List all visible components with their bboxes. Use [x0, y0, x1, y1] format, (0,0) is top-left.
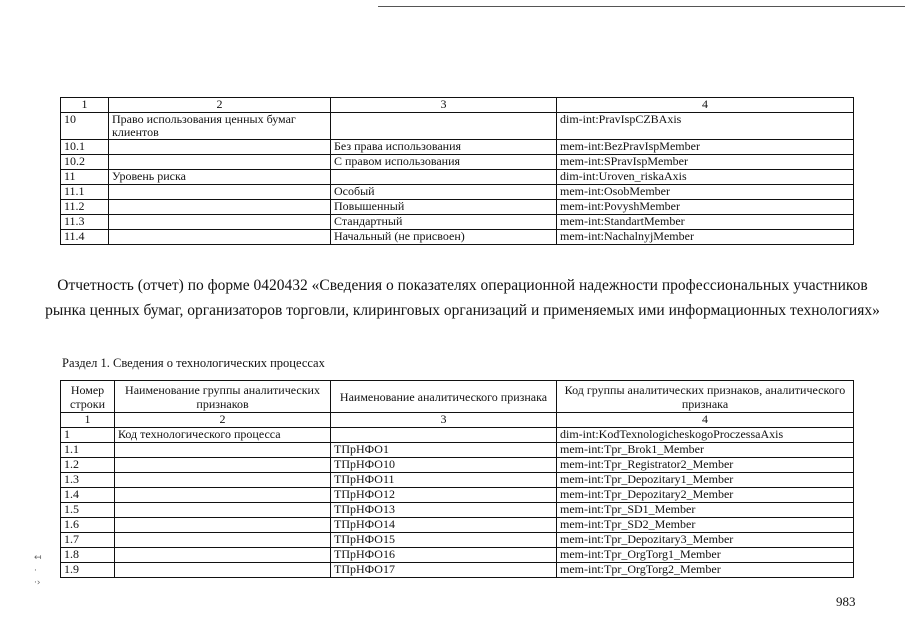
feature-name-title: Наименование аналитического признака [331, 381, 557, 413]
row-number-cell: 10 [61, 113, 109, 140]
row-number-number: 1 [61, 413, 115, 428]
group-name-number: 2 [115, 413, 331, 428]
table-row [61, 215, 854, 230]
table-row [61, 518, 854, 533]
row-number-cell: 11.1 [61, 185, 109, 200]
feature-name-cell: ТПрНФО13 [331, 503, 557, 518]
row-number-cell: 1.9 [61, 563, 115, 578]
feature-name-cell: ТПрНФО17 [331, 563, 557, 578]
margin-mark: ·› [34, 578, 41, 588]
feature-name-cell: ТПрНФО11 [331, 473, 557, 488]
row-number-title: Номер строки [61, 381, 115, 413]
feature-name-cell: Без права использования [331, 140, 557, 155]
feature-name-cell: С правом использования [331, 155, 557, 170]
feature-name-cell: ТПрНФО1 [331, 443, 557, 458]
group-name-cell [115, 443, 331, 458]
row-number-header: 1 [61, 98, 109, 113]
table-row [61, 200, 854, 215]
code-cell: mem-int:StandartMember [557, 215, 854, 230]
margin-mark: ↤ [34, 553, 42, 563]
feature-name-number: 3 [331, 413, 557, 428]
feature-name-cell: Стандартный [331, 215, 557, 230]
row-number-cell: 1.6 [61, 518, 115, 533]
feature-name-cell [331, 428, 557, 443]
code-cell: mem-int:Tpr_OrgTorg1_Member [557, 548, 854, 563]
row-number-cell: 10.2 [61, 155, 109, 170]
table-row [61, 503, 854, 518]
code-cell: mem-int:Tpr_OrgTorg2_Member [557, 563, 854, 578]
code-cell: mem-int:Tpr_Depozitary1_Member [557, 473, 854, 488]
feature-name-cell: ТПрНФО12 [331, 488, 557, 503]
table-row [61, 185, 854, 200]
group-name-cell [109, 155, 331, 170]
group-name-cell [115, 563, 331, 578]
code-cell: mem-int:Tpr_Depozitary2_Member [557, 488, 854, 503]
code-cell: mem-int:PovyshMember [557, 200, 854, 215]
row-number-cell: 11.3 [61, 215, 109, 230]
feature-name-cell [331, 113, 557, 140]
group-name-cell [109, 230, 331, 245]
table-row [61, 443, 854, 458]
margin-mark: · [34, 566, 37, 576]
table-row [61, 155, 854, 170]
code-cell: mem-int:Tpr_SD1_Member [557, 503, 854, 518]
table-row [61, 488, 854, 503]
group-name-title: Наименование группы аналитических признаков [115, 381, 331, 413]
code-cell: mem-int:Tpr_Registrator2_Member [557, 458, 854, 473]
group-name-cell [115, 533, 331, 548]
code-header: 4 [557, 98, 854, 113]
group-name-cell [109, 185, 331, 200]
group-name-cell [115, 548, 331, 563]
row-number-cell: 1.5 [61, 503, 115, 518]
table-row [61, 548, 854, 563]
table-row [61, 563, 854, 578]
group-name-cell [115, 503, 331, 518]
code-cell: mem-int:Tpr_Depozitary3_Member [557, 533, 854, 548]
table-header-row [61, 98, 854, 113]
code-cell: mem-int:SPravIspMember [557, 155, 854, 170]
feature-name-header: 3 [331, 98, 557, 113]
feature-name-cell: Повышенный [331, 200, 557, 215]
group-name-cell [109, 140, 331, 155]
row-number-cell: 11 [61, 170, 109, 185]
top-table [60, 97, 854, 245]
feature-name-cell: ТПрНФО10 [331, 458, 557, 473]
code-cell: mem-int:OsobMember [557, 185, 854, 200]
group-name-cell [115, 518, 331, 533]
group-name-cell [115, 488, 331, 503]
table-row [61, 170, 854, 185]
bottom-table [60, 380, 854, 578]
group-name-cell: Уровень риска [109, 170, 331, 185]
feature-name-cell: Особый [331, 185, 557, 200]
group-name-cell [109, 200, 331, 215]
code-cell: dim-int:PravIspCZBAxis [557, 113, 854, 140]
feature-name-cell: ТПрНФО14 [331, 518, 557, 533]
feature-name-cell: ТПрНФО16 [331, 548, 557, 563]
code-cell: mem-int:Tpr_Brok1_Member [557, 443, 854, 458]
row-number-cell: 1.2 [61, 458, 115, 473]
table-row [61, 533, 854, 548]
group-name-cell [115, 473, 331, 488]
section-label: Раздел 1. Сведения о технологических процессах [62, 356, 325, 370]
feature-name-cell [331, 170, 557, 185]
table-row [61, 230, 854, 245]
form-heading: Отчетность (отчет) по форме 0420432 «Сведения о показателях операционной надежности профессиональных участников рынка ценных бумаг, организаторов торговли, клиринговых организаций и применяемых ими информационных технологиях» [45, 277, 880, 319]
column-title-row [61, 381, 854, 413]
code-cell: mem-int:BezPravIspMember [557, 140, 854, 155]
code-title: Код группы аналитических признаков, аналитического признака [557, 381, 854, 413]
row-number-cell: 1.4 [61, 488, 115, 503]
code-number: 4 [557, 413, 854, 428]
table-row [61, 473, 854, 488]
row-number-cell: 1.7 [61, 533, 115, 548]
code-cell: mem-int:Tpr_SD2_Member [557, 518, 854, 533]
row-number-cell: 11.2 [61, 200, 109, 215]
code-cell: dim-int:Uroven_riskaAxis [557, 170, 854, 185]
row-number-cell: 10.1 [61, 140, 109, 155]
group-name-cell: Право использования ценных бумаг клиентов [109, 113, 331, 140]
group-name-cell: Код технологического процесса [115, 428, 331, 443]
table-row [61, 140, 854, 155]
feature-name-cell: ТПрНФО15 [331, 533, 557, 548]
row-number-cell: 1.8 [61, 548, 115, 563]
page-number: 983 [836, 594, 856, 609]
row-number-cell: 1.1 [61, 443, 115, 458]
table-row [61, 428, 854, 443]
code-cell: dim-int:KodTexnologicheskogoProczessaAxis [557, 428, 854, 443]
code-cell: mem-int:NachalnyjMember [557, 230, 854, 245]
table-row [61, 458, 854, 473]
row-number-cell: 11.4 [61, 230, 109, 245]
feature-name-cell: Начальный (не присвоен) [331, 230, 557, 245]
group-name-cell [109, 215, 331, 230]
row-number-cell: 1.3 [61, 473, 115, 488]
group-name-cell [115, 458, 331, 473]
table-row [61, 113, 854, 140]
row-number-cell: 1 [61, 428, 115, 443]
column-number-row [61, 413, 854, 428]
group-name-header: 2 [109, 98, 331, 113]
top-rule [378, 6, 905, 7]
